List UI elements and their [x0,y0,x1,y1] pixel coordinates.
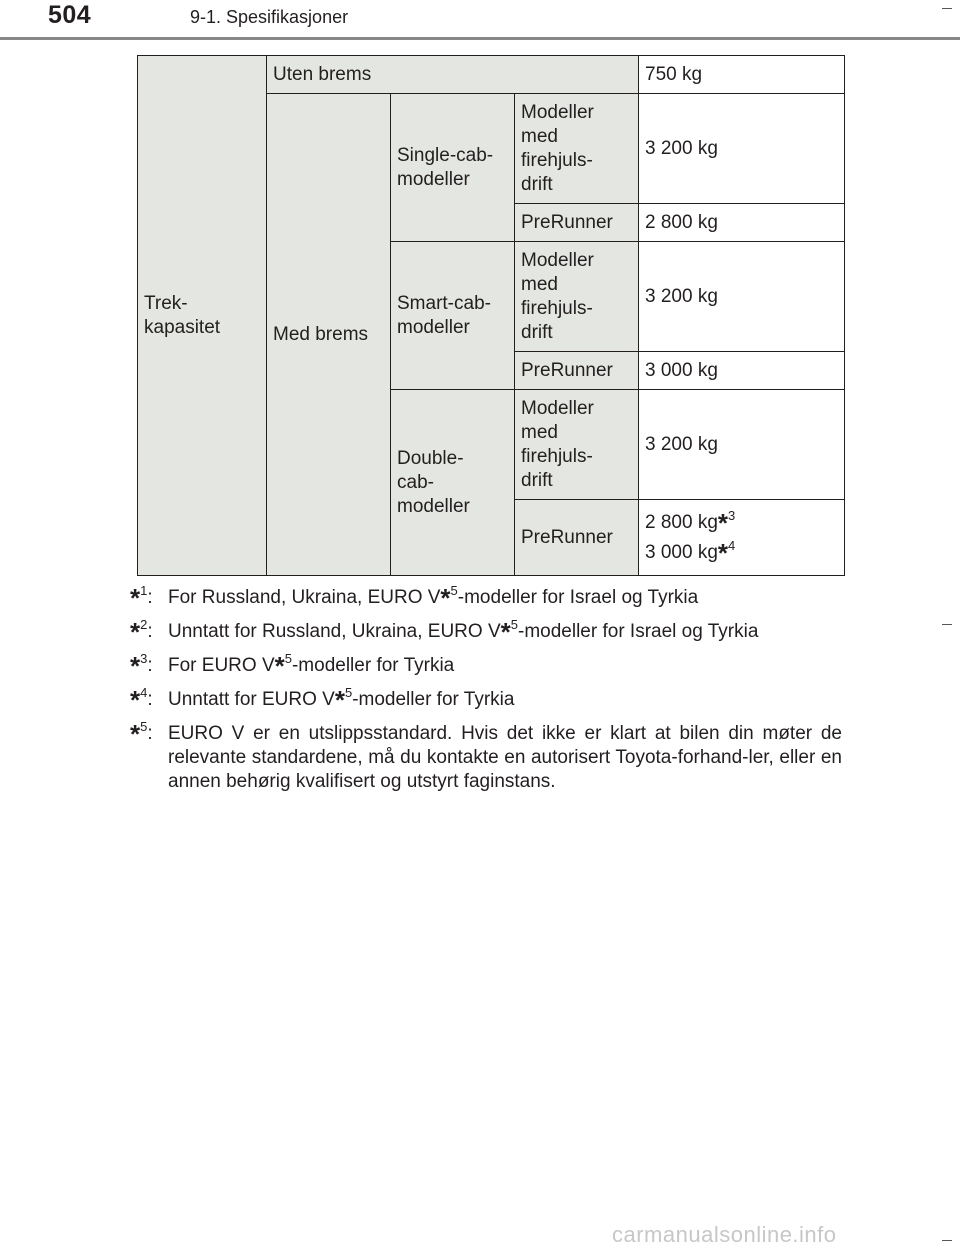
model-label: Double- cab- modeller [397,447,470,517]
footnote-star-icon: * [717,507,729,538]
value-text: 2 800 kg [645,511,718,533]
footnote-number: 3 [140,651,148,666]
footnote [130,685,842,715]
footnote-text: EURO V er en utslippsstandard. Hvis det ikke er klart at bilen din møter de relevante standardene, må du kontakte en autorisert Toyota-forhand-ler, eller en annen behørig kvalifisert og utstyrt faginstans. [168,723,842,792]
footnote-star-icon: * [440,583,451,613]
footnote-colon: : [147,655,153,676]
value-line [645,538,838,568]
footnote [130,719,842,794]
model-label: Single-cab- modeller [397,144,494,190]
value-text: 3 000 kg [645,541,718,563]
variant-label: Modeller med firehjuls- drift [521,101,594,195]
footnote-star-icon: * [334,685,345,715]
page-number: 504 [48,1,92,29]
model-cell [391,94,515,242]
footnote-text: For Russland, Ukraina, EURO V [168,587,441,608]
footnote-text: -modeller for Israel og Tyrkia [457,587,699,608]
value-cell [639,500,845,576]
value-line [645,508,838,538]
model-label: Smart-cab- modeller [397,292,491,338]
footnote-text: For EURO V [168,655,275,676]
footnote-text: Unntatt for EURO V [168,689,335,710]
footnotes [130,583,842,804]
footnote-text: -modeller for Tyrkia [352,689,515,710]
footnote-colon: : [147,689,153,710]
edge-tick-bottom [942,1240,952,1241]
footnote-star-icon: * [130,685,141,715]
variant-cell [515,390,639,500]
footnote-star-icon: * [274,651,285,681]
footnote-ref: 5 [450,583,458,598]
footnote-ref: 5 [344,685,353,700]
footnote-marker [130,651,153,681]
footnote-star-icon: * [500,617,511,647]
row-header-label: Trek- kapasitet [144,292,221,338]
footnote-text: -modeller for Tyrkia [291,655,455,676]
footnote [130,583,842,613]
header-rule [0,37,960,40]
footnote-colon: : [147,621,153,642]
footnote-ref: 4 [728,537,736,553]
footnote-number: 5 [140,719,148,734]
with-brakes-label: Med brems [267,94,391,576]
footnote-ref: 3 [728,507,736,523]
footnote-number: 1 [140,583,148,598]
section-title: 9-1. Spesifikasjoner [190,7,349,27]
variant-cell [515,94,639,204]
footnote-star-icon: * [130,719,141,749]
footnote-ref: 5 [284,651,292,666]
footnote-colon: : [147,587,153,608]
edge-tick-top [942,8,952,9]
footnote [130,651,842,681]
without-brakes-label: Uten brems [267,56,639,94]
variant-cell [515,242,639,352]
footnote-star-icon: * [130,651,141,681]
model-cell [391,390,515,576]
edge-tick-middle [942,624,952,625]
footnote-colon: : [147,723,153,744]
footnote-number: 4 [140,685,148,700]
footnote-star-icon: * [717,537,729,568]
footnote-number: 2 [140,617,148,632]
variant-label: Modeller med firehjuls- drift [521,249,594,343]
model-cell [391,242,515,390]
variant-label: PreRunner [515,352,639,390]
value-cell: 3 200 kg [639,390,845,500]
footnote-marker [130,685,153,715]
footnote-text: -modeller for Israel og Tyrkia [518,621,759,642]
row-header-cell [138,56,267,576]
variant-label: PreRunner [515,204,639,242]
value-cell: 3 000 kg [639,352,845,390]
towing-capacity-table [137,55,845,576]
variant-label: Modeller med firehjuls- drift [521,397,594,491]
footnote-marker [130,583,153,613]
value-cell: 3 200 kg [639,242,845,352]
without-brakes-value: 750 kg [639,56,845,94]
footnote-text: Unntatt for Russland, Ukraina, EURO V [168,621,501,642]
value-cell: 3 200 kg [639,94,845,204]
value-cell: 2 800 kg [639,204,845,242]
footnote-marker [130,719,153,749]
footnote-star-icon: * [130,583,141,613]
footnote-ref: 5 [510,617,518,632]
footnote [130,617,842,647]
footnote-marker [130,617,153,647]
watermark-text: carmanualsonline.info [612,1222,837,1247]
variant-label: PreRunner [515,500,639,576]
footnote-star-icon: * [130,617,141,647]
